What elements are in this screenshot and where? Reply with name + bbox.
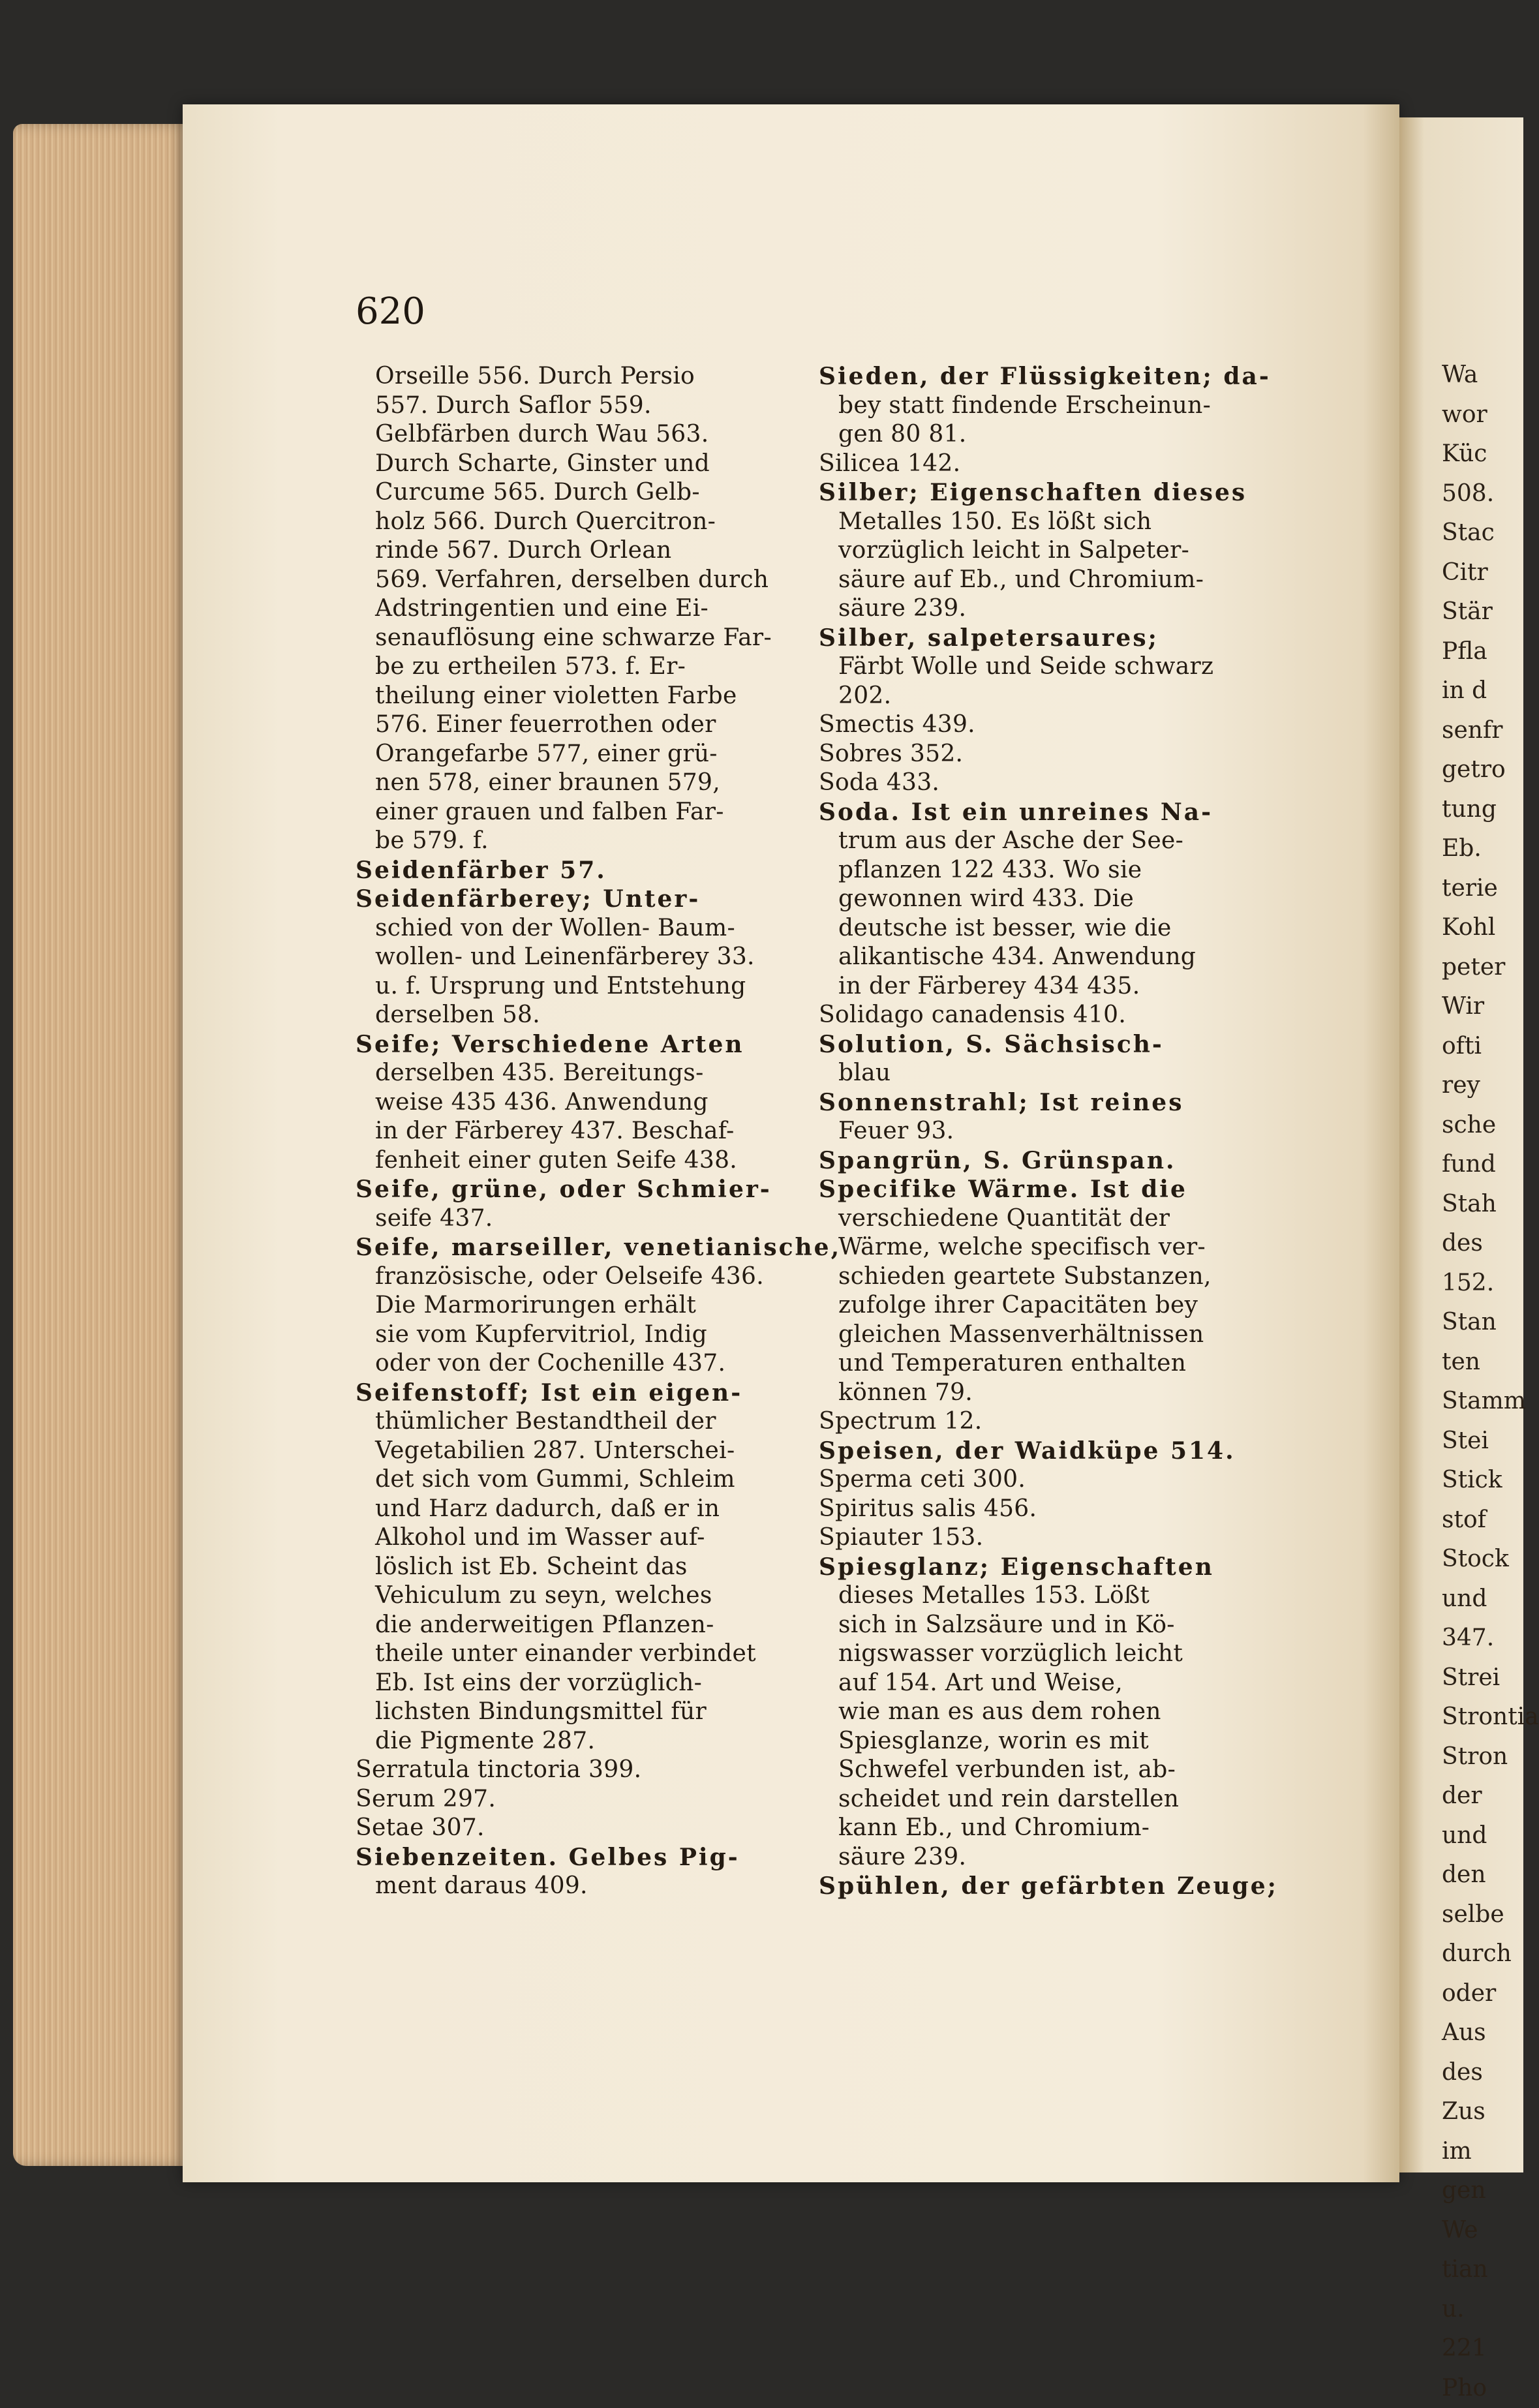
- next-page-fragment: des: [1442, 1224, 1523, 1264]
- index-entry-heading: Silber; Eigenschaften dieses: [819, 478, 1262, 508]
- index-line: u. f. Ursprung und Entstehung: [356, 972, 799, 1001]
- index-entry-heading: Sieden, der Flüssigkeiten; da-: [819, 362, 1262, 391]
- index-line: Orseille 556. Durch Persio: [356, 362, 799, 391]
- index-line: Orangefarbe 577, einer grü-: [356, 740, 799, 769]
- next-page-fragment: ten: [1442, 1343, 1523, 1382]
- next-page-fragment: Strei: [1442, 1658, 1523, 1698]
- next-page-fragment: rey: [1442, 1066, 1523, 1106]
- index-line: det sich vom Gummi, Schleim: [356, 1465, 799, 1495]
- index-line: zufolge ihrer Capacitäten bey: [819, 1291, 1262, 1320]
- next-page-fragment: terie: [1442, 869, 1523, 909]
- next-page-fragment: in d: [1442, 671, 1523, 711]
- next-page-fragment: im: [1442, 2132, 1523, 2172]
- index-line: Setae 307.: [356, 1814, 799, 1843]
- next-page-fragment: wor: [1442, 395, 1523, 435]
- next-page-fragment: getro: [1442, 750, 1523, 790]
- index-line: Silicea 142.: [819, 450, 1262, 479]
- next-page-fragment: Aus: [1442, 2013, 1523, 2053]
- next-page-fragment: tung: [1442, 790, 1523, 830]
- index-line: lichsten Bindungsmittel für: [356, 1698, 799, 1727]
- index-line: Spiesglanze, worin es mit: [819, 1727, 1262, 1756]
- index-line: gen 80 81.: [819, 420, 1262, 450]
- index-line: Alkohol und im Wasser auf-: [356, 1523, 799, 1553]
- index-line: alikantische 434. Anwendung: [819, 943, 1262, 972]
- index-line: in der Färberey 434 435.: [819, 972, 1262, 1001]
- index-line: Vegetabilien 287. Unterschei-: [356, 1437, 799, 1466]
- index-entry-heading: Seidenfärberey; Unter-: [356, 885, 799, 914]
- next-page-fragment: Kohl: [1442, 908, 1523, 948]
- index-line: nen 578, einer braunen 579,: [356, 769, 799, 798]
- index-line: be zu ertheilen 573. f. Er-: [356, 652, 799, 682]
- index-line: sie vom Kupfervitriol, Indig: [356, 1320, 799, 1350]
- index-line: Sperma ceti 300.: [819, 1465, 1262, 1495]
- book-page-edges: [13, 124, 189, 2166]
- index-line: theile unter einander verbindet: [356, 1639, 799, 1669]
- index-line: französische, oder Oelseife 436.: [356, 1262, 799, 1292]
- index-line: blau: [819, 1059, 1262, 1088]
- next-page-fragment: den: [1442, 1855, 1523, 1895]
- index-line: pflanzen 122 433. Wo sie: [819, 856, 1262, 885]
- index-line: Durch Scharte, Ginster und: [356, 450, 799, 479]
- index-line: die Pigmente 287.: [356, 1727, 799, 1756]
- index-line: verschiedene Quantität der: [819, 1204, 1262, 1234]
- index-line: deutsche ist besser, wie die: [819, 914, 1262, 943]
- next-page-fragment: ofti: [1442, 1027, 1523, 1067]
- index-line: in der Färberey 437. Beschaf-: [356, 1117, 799, 1146]
- index-line: Curcume 565. Durch Gelb-: [356, 478, 799, 508]
- next-page-fragment: Stah: [1442, 1185, 1523, 1225]
- next-page-fragment: Stac: [1442, 513, 1523, 553]
- next-page-fragment: Stock: [1442, 1540, 1523, 1579]
- next-page-fragment: fund: [1442, 1145, 1523, 1185]
- index-column-right: [819, 362, 1262, 1901]
- next-page-fragment: peter: [1442, 948, 1523, 988]
- index-line: 557. Durch Saflor 559.: [356, 391, 799, 421]
- index-entry-heading: Seidenfärber 57.: [356, 856, 799, 885]
- page-number: 620: [356, 290, 425, 333]
- index-line: be 579. f.: [356, 827, 799, 856]
- next-page-fragment: Eb.: [1442, 829, 1523, 869]
- index-line: 202.: [819, 682, 1262, 711]
- index-line: Serum 297.: [356, 1785, 799, 1814]
- index-line: säure auf Eb., und Chromium-: [819, 566, 1262, 595]
- index-line: Wärme, welche specifisch ver-: [819, 1233, 1262, 1262]
- index-line: Sobres 352.: [819, 740, 1262, 769]
- index-entry-heading: Speisen, der Waidküpe 514.: [819, 1437, 1262, 1466]
- index-line: Serratula tinctoria 399.: [356, 1756, 799, 1785]
- index-line: oder von der Cochenille 437.: [356, 1349, 799, 1379]
- next-page-fragment: oder: [1442, 1974, 1523, 2014]
- index-line: ment daraus 409.: [356, 1872, 799, 1901]
- index-line: auf 154. Art und Weise,: [819, 1669, 1262, 1698]
- next-page-fragment: Stär: [1442, 592, 1523, 632]
- next-page-fragment: gen: [1442, 2171, 1523, 2211]
- index-entry-heading: Seifenstoff; Ist ein eigen-: [356, 1379, 799, 1408]
- index-line: und Harz dadurch, daß er in: [356, 1495, 799, 1524]
- index-line: löslich ist Eb. Scheint das: [356, 1553, 799, 1582]
- index-line: bey statt findende Erscheinun-: [819, 391, 1262, 421]
- index-line: vorzüglich leicht in Salpeter-: [819, 536, 1262, 566]
- index-line: senauflösung eine schwarze Far-: [356, 624, 799, 653]
- next-page-fragment: Wir: [1442, 987, 1523, 1027]
- index-line: Smectis 439.: [819, 710, 1262, 740]
- next-page-fragment: des: [1442, 2053, 1523, 2093]
- index-line: schied von der Wollen- Baum-: [356, 914, 799, 943]
- index-line: trum aus der Asche der See-: [819, 827, 1262, 856]
- index-line: scheidet und rein darstellen: [819, 1785, 1262, 1814]
- index-line: wie man es aus dem rohen: [819, 1698, 1262, 1727]
- index-line: Adstringentien und eine Ei-: [356, 594, 799, 624]
- index-line: derselben 435. Bereitungs-: [356, 1059, 799, 1088]
- next-page-fragment: Pho: [1442, 2369, 1523, 2408]
- index-line: Soda 433.: [819, 769, 1262, 798]
- index-column-left: [356, 362, 799, 1901]
- index-line: Solidago canadensis 410.: [819, 1001, 1262, 1030]
- index-line: säure 239.: [819, 1843, 1262, 1872]
- next-page-fragment: und: [1442, 1816, 1523, 1856]
- next-page-fragment: der: [1442, 1776, 1523, 1816]
- next-page-fragment: Wa: [1442, 356, 1523, 395]
- index-line: Vehiculum zu seyn, welches: [356, 1581, 799, 1611]
- index-line: 576. Einer feuerrothen oder: [356, 710, 799, 740]
- next-page-fragment: Stamm: [1442, 1382, 1523, 1422]
- index-entry-heading: Specifike Wärme. Ist die: [819, 1175, 1262, 1204]
- index-line: Spectrum 12.: [819, 1407, 1262, 1437]
- index-line: Spiritus salis 456.: [819, 1495, 1262, 1524]
- index-entry-heading: Spühlen, der gefärbten Zeuge;: [819, 1872, 1262, 1901]
- index-line: säure 239.: [819, 594, 1262, 624]
- index-line: Eb. Ist eins der vorzüglich-: [356, 1669, 799, 1698]
- next-page-fragment: Citr: [1442, 553, 1523, 593]
- index-line: Die Marmorirungen erhält: [356, 1291, 799, 1320]
- index-line: und Temperaturen enthalten: [819, 1349, 1262, 1379]
- index-line: theilung einer violetten Farbe: [356, 682, 799, 711]
- next-page-fragment: Stron: [1442, 1737, 1523, 1777]
- index-line: holz 566. Durch Quercitron-: [356, 508, 799, 537]
- index-line: kann Eb., und Chromium-: [819, 1814, 1262, 1843]
- next-page-fragment: Strontia: [1442, 1698, 1523, 1737]
- index-entry-heading: Sonnenstrahl; Ist reines: [819, 1088, 1262, 1118]
- index-entry-heading: Silber, salpetersaures;: [819, 624, 1262, 653]
- index-line: 569. Verfahren, derselben durch: [356, 566, 799, 595]
- next-page-fragment: 347.: [1442, 1619, 1523, 1658]
- index-line: Spiauter 153.: [819, 1523, 1262, 1553]
- index-entry-heading: Siebenzeiten. Gelbes Pig-: [356, 1843, 799, 1872]
- index-line: seife 437.: [356, 1204, 799, 1234]
- index-entry-heading: Seife, marseiller, venetianische,: [356, 1233, 799, 1262]
- next-page-fragment: durch: [1442, 1934, 1523, 1974]
- index-line: nigswasser vorzüglich leicht: [819, 1639, 1262, 1669]
- next-page-fragment: Pfla: [1442, 632, 1523, 672]
- index-line: einer grauen und falben Far-: [356, 798, 799, 827]
- next-page-fragment: Stei: [1442, 1422, 1523, 1461]
- index-entry-heading: Spiesglanz; Eigenschaften: [819, 1553, 1262, 1582]
- next-page-fragment: We: [1442, 2211, 1523, 2251]
- next-page-fragment: Küc: [1442, 434, 1523, 474]
- next-page-fragment: sche: [1442, 1106, 1523, 1146]
- next-page-fragment: 221: [1442, 2329, 1523, 2369]
- next-page-fragment: u.: [1442, 2290, 1523, 2330]
- index-line: können 79.: [819, 1379, 1262, 1408]
- index-entry-heading: Soda. Ist ein unreines Na-: [819, 798, 1262, 827]
- index-line: derselben 58.: [356, 1001, 799, 1030]
- next-page-fragment: 152.: [1442, 1264, 1523, 1303]
- index-line: weise 435 436. Anwendung: [356, 1088, 799, 1118]
- index-line: Metalles 150. Es lößt sich: [819, 508, 1262, 537]
- index-line: Färbt Wolle und Seide schwarz: [819, 652, 1262, 682]
- next-page-fragment: stof: [1442, 1501, 1523, 1540]
- index-line: Feuer 93.: [819, 1117, 1262, 1146]
- next-page-fragment: Stan: [1442, 1303, 1523, 1343]
- next-page-text-fragments: [1442, 356, 1523, 2408]
- index-line: sich in Salzsäure und in Kö-: [819, 1611, 1262, 1640]
- index-line: fenheit einer guten Seife 438.: [356, 1146, 799, 1176]
- index-line: Gelbfärben durch Wau 563.: [356, 420, 799, 450]
- index-line: thümlicher Bestandtheil der: [356, 1407, 799, 1437]
- next-page-fragment: Zus: [1442, 2092, 1523, 2132]
- index-entry-heading: Solution, S. Sächsisch-: [819, 1030, 1262, 1059]
- next-page-fragment: tian: [1442, 2250, 1523, 2290]
- next-page-fragment: selbe: [1442, 1895, 1523, 1935]
- next-page-fragment: senfr: [1442, 711, 1523, 751]
- index-line: Schwefel verbunden ist, ab-: [819, 1756, 1262, 1785]
- next-page-fragment: 508.: [1442, 474, 1523, 514]
- next-page-fragment: Stick: [1442, 1461, 1523, 1501]
- index-line: rinde 567. Durch Orlean: [356, 536, 799, 566]
- index-entry-heading: Spangrün, S. Grünspan.: [819, 1146, 1262, 1176]
- index-entry-heading: Seife, grüne, oder Schmier-: [356, 1175, 799, 1204]
- next-page-fragment: und: [1442, 1579, 1523, 1619]
- index-line: dieses Metalles 153. Lößt: [819, 1581, 1262, 1611]
- index-line: gleichen Massenverhältnissen: [819, 1320, 1262, 1350]
- index-line: schieden geartete Substanzen,: [819, 1262, 1262, 1292]
- index-line: die anderweitigen Pflanzen-: [356, 1611, 799, 1640]
- index-line: gewonnen wird 433. Die: [819, 885, 1262, 914]
- index-line: wollen- und Leinenfärberey 33.: [356, 943, 799, 972]
- index-entry-heading: Seife; Verschiedene Arten: [356, 1030, 799, 1059]
